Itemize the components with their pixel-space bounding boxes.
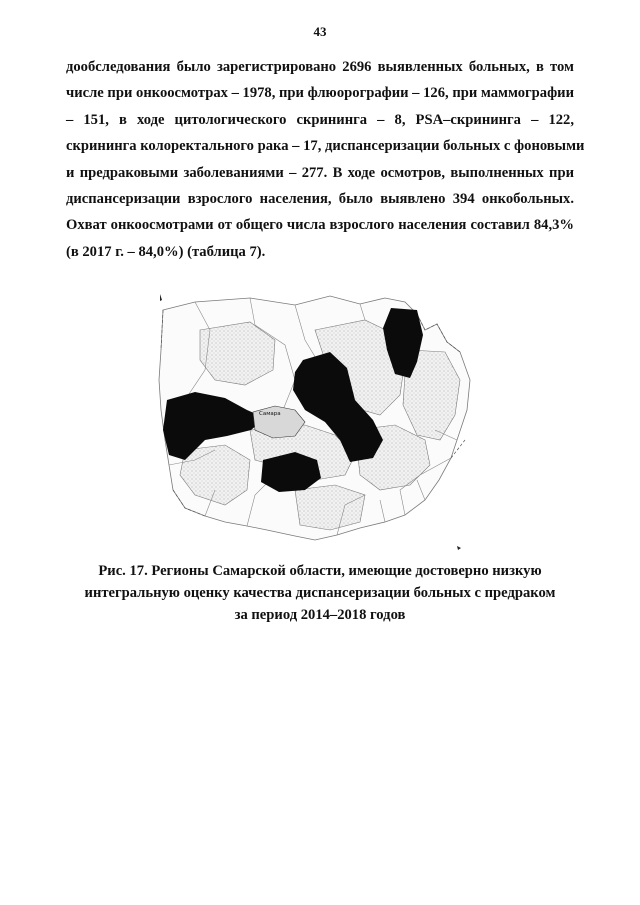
- caption-line: за период 2014–2018 годов: [234, 607, 406, 623]
- map-city-label: Самара: [259, 411, 281, 417]
- paragraph-line: числе при онкоосмотрах – 1978, при флюорографии – 126, при маммографии: [66, 85, 574, 102]
- page-number: 43: [313, 24, 327, 39]
- caption-line: интегральную оценку качества диспансеризации больных с предраком: [84, 585, 556, 601]
- body-paragraph: [66, 54, 585, 265]
- paragraph-line: – 151, в ходе цитологического скрининга – 8, PSA–скрининга – 122,: [66, 111, 574, 128]
- caption-line: Рис. 17. Регионы Самарской области, имеющие достоверно низкую: [98, 563, 542, 579]
- map-mark: [160, 294, 162, 301]
- paragraph-line: Охват онкоосмотрами от общего числа взрослого населения составил 84,3%: [66, 217, 574, 234]
- paragraph-line: диспансеризации взрослого населения, было выявлено 394 онкобольных.: [66, 191, 574, 208]
- paragraph-line: и предраковыми заболеваниями – 277. В ходе осмотров, выполненных при: [66, 164, 574, 181]
- region-map: [155, 290, 485, 555]
- paragraph-line: скрининга колоректального рака – 17, диспансеризации больных с фоновыми: [66, 138, 585, 155]
- district-stippled: [295, 485, 365, 530]
- map-mark: [457, 546, 461, 550]
- paragraph-line: дообследования было зарегистрировано 2696 выявленных больных, в том: [66, 59, 574, 75]
- paragraph-line: (в 2017 г. – 84,0%) (таблица 7).: [66, 243, 266, 260]
- figure-caption: [80, 560, 560, 626]
